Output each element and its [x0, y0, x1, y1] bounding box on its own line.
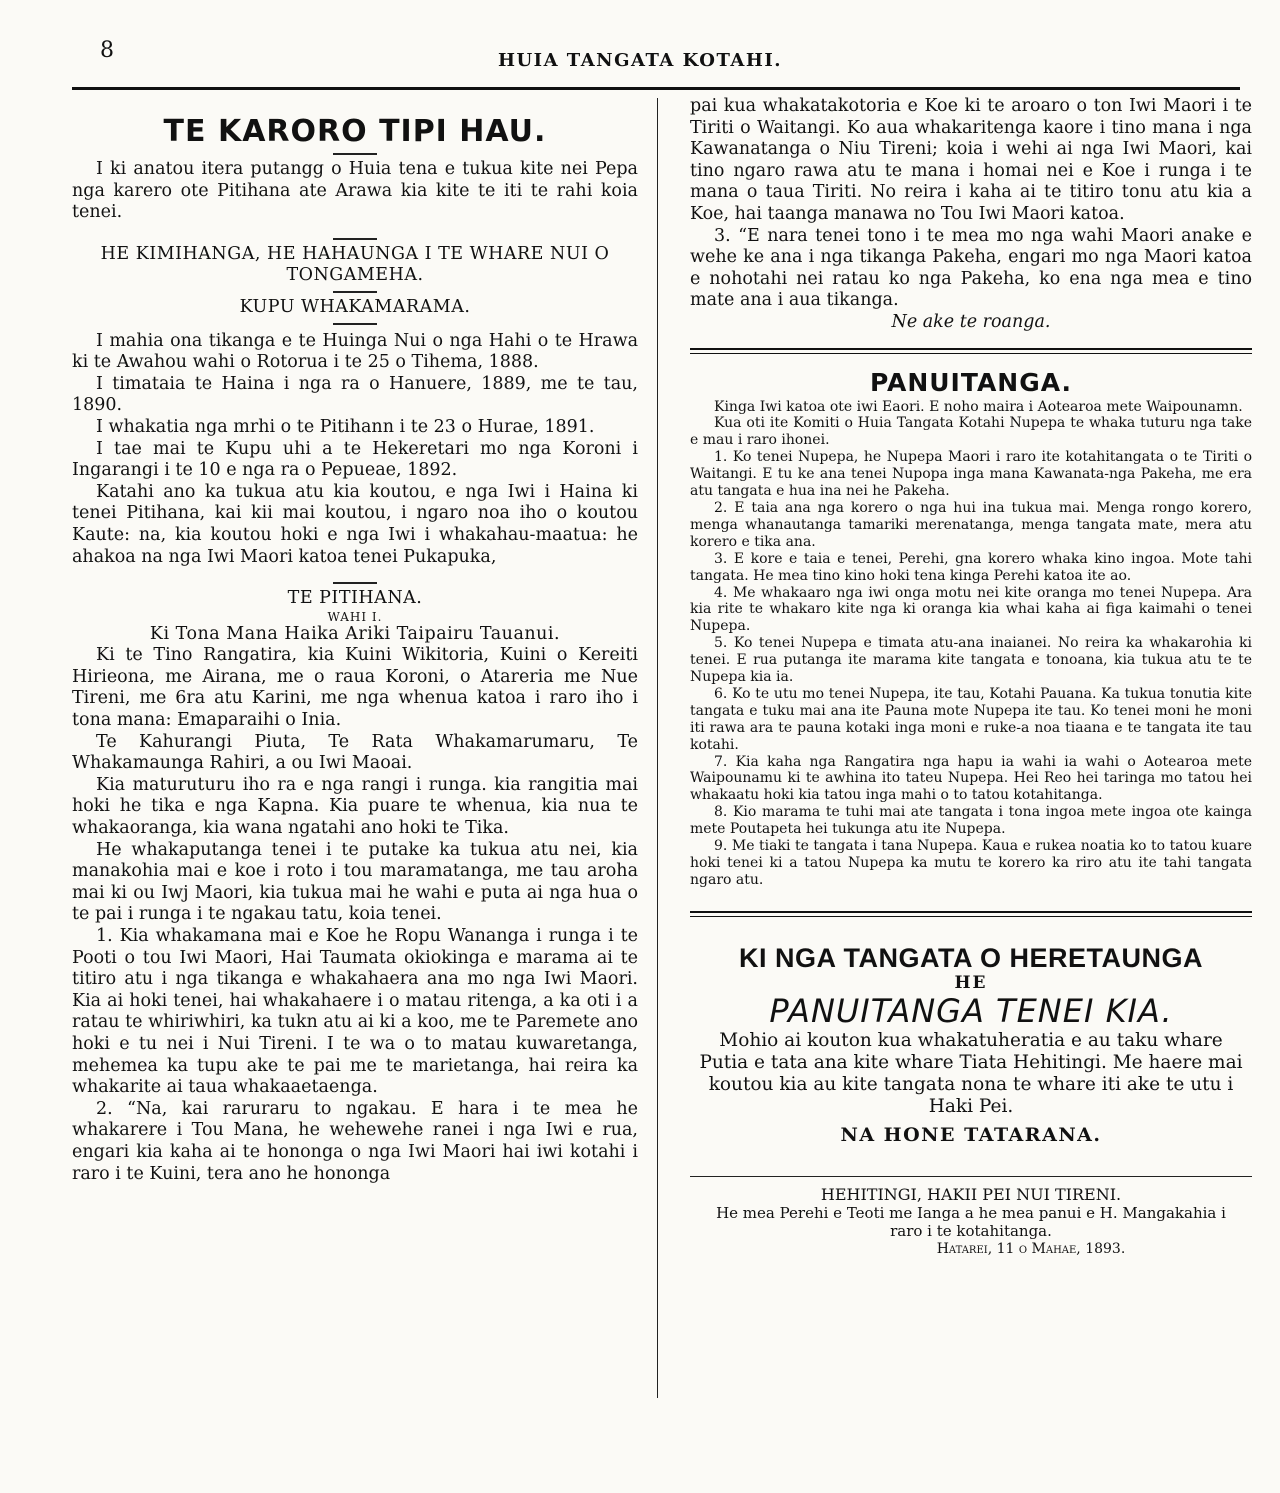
notice-item: 7. Kia kaha nga Rangatira nga hapu ia wahi ia wahi o Aotearoa mete Waipounamu ki te awhina ito tateu Nupepa. Hei Reo hei taringa mo tatou hei whakaatu hoki kia tatou inga mahi o to tatou kotahitanga.: [690, 753, 1252, 804]
paragraph: Kia maturuturu iho ra e nga rangi i runga. kia rangitia mai hoki he tika e nga Kapna. Kia puare te whenua, kia nua te whakaoranga, kia wana ngatahi ano hoki te Tika.: [72, 774, 638, 839]
paragraph: Te Kahurangi Piuta, Te Rata Whakamarumaru, Te Whakamaunga Rahiri, a ou Iwi Maoai.: [72, 731, 638, 774]
short-rule: [333, 238, 377, 240]
to-be-continued: Ne ake te roanga.: [891, 311, 1051, 332]
advert-title-italic: PANUITANGA TENEI KIA.: [769, 991, 1173, 1030]
advert-body: Mohio ai kouton kua whakatuheratia e au taku whare Putia e tata ana kite whare Tiata Hehitingi. Me haere mai koutou kia au kite tangata nona te whare iti ake te utu i Haki Pei.: [699, 1029, 1243, 1117]
short-rule: [333, 582, 377, 584]
notice-title: PANUITANGA.: [869, 367, 1073, 397]
notice-item: 1. Ko tenei Nupepa, he Nupepa Maori i raro ite kotahitangata o te Tiriti o Waitangi. E tu ke ana tenei Nupopa inga mana Kawanata-nga Pakeha, me era atu tangata e hua ina nei he Pakeha.: [690, 449, 1252, 500]
subsection-label: WAHI I.: [327, 609, 383, 624]
paragraph: Ki te Tino Rangatira, kia Kuini Wikitoria, Kuini o Kereiti Hirieona, me Airana, me o raua Koroni, o Atareria me Nue Tireni, me 6ra atu Karini, me nga whenua katoa i raro iho i tona mana: Emaparaihi o Inia.: [72, 645, 638, 731]
notice-item: 9. Me tiaki te tangata i tana Nupepa. Kaua e rukea noatia ko to tatou kuare hoki tenei ki a tatou Nupepa ka mutu te korero ka riro atu ite tahi tangata ngaro atu.: [690, 838, 1252, 888]
page-number: 8: [100, 38, 114, 63]
paragraph: I mahia ona tikanga e te Huinga Nui o nga Hahi o te Hrawa ki te Awahou wahi o Rotorua i te 25 o Tihema, 1888.: [72, 330, 638, 373]
imprint-text: He mea Perehi e Teoti me Ianga a he mea panui e H. Mangakahia i raro i te kotahitanga.: [716, 1203, 1226, 1240]
running-title: HUIA TANGATA KOTAHI.: [497, 50, 783, 71]
continuation-paragraph: pai kua whakatakotoria e Koe ki te aroaro o ton Iwi Maori i te Tiriti o Waitangi. Ko aua whakaritenga kaore i tino mana i nga Kawanatanga o Niu Tireni; koia i wehi ai nga Iwi Maori, kai tino ngaro rawa atu te mana i homai nei e Koe i runga i te mana o taua Tiriti. No reira i kaha ai te titiro tonu atu kia a Koe, hai taanga manawa no Tou Iwi Maori katoa.: [690, 96, 1252, 224]
imprint-place: HEHITINGI, HAKII PEI NUI TIRENI.: [820, 1184, 1122, 1204]
notice-paragraph: Kinga Iwi katoa ote iwi Eaori. E noho maira i Aotearoa mete Waipounamn.: [714, 398, 1243, 415]
advert-he: HE: [954, 972, 988, 993]
salutation: Ki Tona Mana Haika Ariki Taipairu Tauanui.: [149, 623, 561, 644]
short-rule: [333, 153, 377, 155]
paragraph: I timataia te Haina i nga ra o Hanuere, 1889, me te tau, 1890.: [72, 373, 638, 416]
notice-item: 8. Kio marama te tuhi mai ate tangata i tona ingoa mete ingoa ote kainga mete Poutapeta hei tukunga atu ite Nupepa.: [690, 804, 1252, 838]
short-rule: [333, 323, 377, 325]
paragraph: 3. “E nara tenei tono i te mea mo nga wahi Maori anake e wehe ke ana i nga tikanga Pakeha, engari mo nga Maori katoa e nohotahi nei ratau ko nga Pakeha, ko ena nga mea e tino mate ana i aua tikanga.: [690, 225, 1252, 311]
double-rule: [690, 348, 1252, 354]
notice-item: 6. Ko te utu mo tenei Nupepa, ite tau, Kotahi Pauana. Ka tukua tonutia kite tangata e tuku mai ana ite Pauna mote Nupepa ite tau. Ko tenei moni he moni iti rawa ara te pauna kotaki inga moni e ruke-a noa tiaana e te tangata ite tau kotahi.: [690, 685, 1252, 753]
notice-item: 4. Me whakaaro nga iwi onga motu nei kite oranga mo tenei Nupepa. Ara kia rite te whakaro kite nga ki oranga kia whai kaha ai figa kaimahi o tenei Nupepa.: [690, 584, 1252, 635]
notice-item: 3. E kore e taia e tenei, Perehi, gna korero whaka kino ingoa. Mote tahi tangata. He mea tino kino hoki tena kinga Perehi katoa ite ao.: [690, 550, 1252, 584]
paragraph: I whakatia nga mrhi o te Pitihann i te 23 o Hurae, 1891.: [96, 416, 595, 437]
header-rule: [72, 87, 1240, 90]
left-column: [72, 100, 638, 1185]
section-heading: HE KIMIHANGA, HE HAHAUNGA I TE WHARE NUI O TONGAMEHA.: [100, 243, 610, 286]
article-title: TE KARORO TIPI HAU.: [163, 114, 547, 149]
paragraph: He whakaputanga tenei i te putake ka tukua atu nei, kia manakohia mai e koe i roto i tou maramatanga, me tau aroha mai ki ou Iwj Maori, kia tukua mai he wahi e puta ai nga hua o te pai i runga i te ngakau tatu, koia tenei.: [72, 839, 638, 925]
short-rule: [333, 291, 377, 293]
advert-title: KI NGA TANGATA O HERETAUNGA: [739, 942, 1203, 973]
paragraph: 1. Kia whakamana mai e Koe he Ropu Wananga i runga i te Pooti o tou Iwi Maori, Hai Taumata okiokinga e marama ai te titiro atu i nga tikanga e whakahaera ana mo nga Iwi Maori. Kia ai hoki tenei, hai whakahaere i o matau ritenga, a ka oti i a ratau te whiriwhiri, ka tukn atu ai ki a koo, me te Paremete ano hoki e tu nei i Nui Tireni. I te wa o to matau kuwaretanga, mehemea ka tupu ake te pai me te marietanga, hai reira ka whakarite ai taua whakaaetaenga.: [72, 926, 638, 1098]
imprint-date: Hatarei, 11 o Mahae, 1893.: [936, 1240, 1126, 1257]
notice-item: 2. E taia ana nga korero o nga hui ina tukua mai. Menga rongo korero, menga whanautanga tamariki merenatanga, menga tangata mate, mera atu korero e tika ana.: [690, 499, 1252, 550]
paragraph: I tae mai te Kupu uhi a te Hekeretari mo nga Koroni i Ingarangi i te 10 e nga ra o Pepueae, 1892.: [72, 438, 638, 481]
column-rule: [657, 98, 658, 1398]
intro-paragraph: I ki anatou itera putangg o Huia tena e tukua kite nei Pepa nga karero ote Pitihana ate Arawa kia kite te iti te rahi koia tenei.: [72, 159, 638, 223]
notice-item: 5. Ko tenei Nupepa e timata atu-ana inaianei. No reira ka whakarohia ki tenei. E rua putanga ite marama kite tangata e tonoana, kia tukua atu te te Nupepa kia ia.: [690, 635, 1252, 686]
double-rule: [690, 911, 1252, 917]
paragraph: 2. “Na, kai raruraru to ngakau. E hara i te mea he whakarere i Tou Mana, he wehewehe ranei i nga Iwi e rua, engari kia kaha ai te honongа o nga Iwi Maori hai iwi kotahi i raro i te Kuini, tera ano he hononga: [72, 1098, 638, 1184]
paragraph: Katahi ano ka tukua atu kia koutou, e nga Iwi i Haina ki tenei Pitihana, kai kii mai koutou, i ngaro noa iho o koutou Kaute: na, kia koutou hoki e nga Iwi i whakahau-maatua: he ahakoa na nga Iwi Maori katoa tenei Pukapuka,: [72, 481, 638, 567]
notice-paragraph: Kua oti ite Komiti o Huia Tangata Kotahi Nupepa te whaka tuturu nga take e mau i raro ihonei.: [690, 415, 1252, 449]
section-heading: TE PITIHANA.: [287, 588, 423, 609]
advert-signature: NA HONE TATARANA.: [840, 1123, 1102, 1146]
right-column: [690, 96, 1252, 1258]
imprint-rule: [690, 1176, 1252, 1177]
section-heading: KUPU WHAKAMARAMA.: [239, 296, 471, 317]
